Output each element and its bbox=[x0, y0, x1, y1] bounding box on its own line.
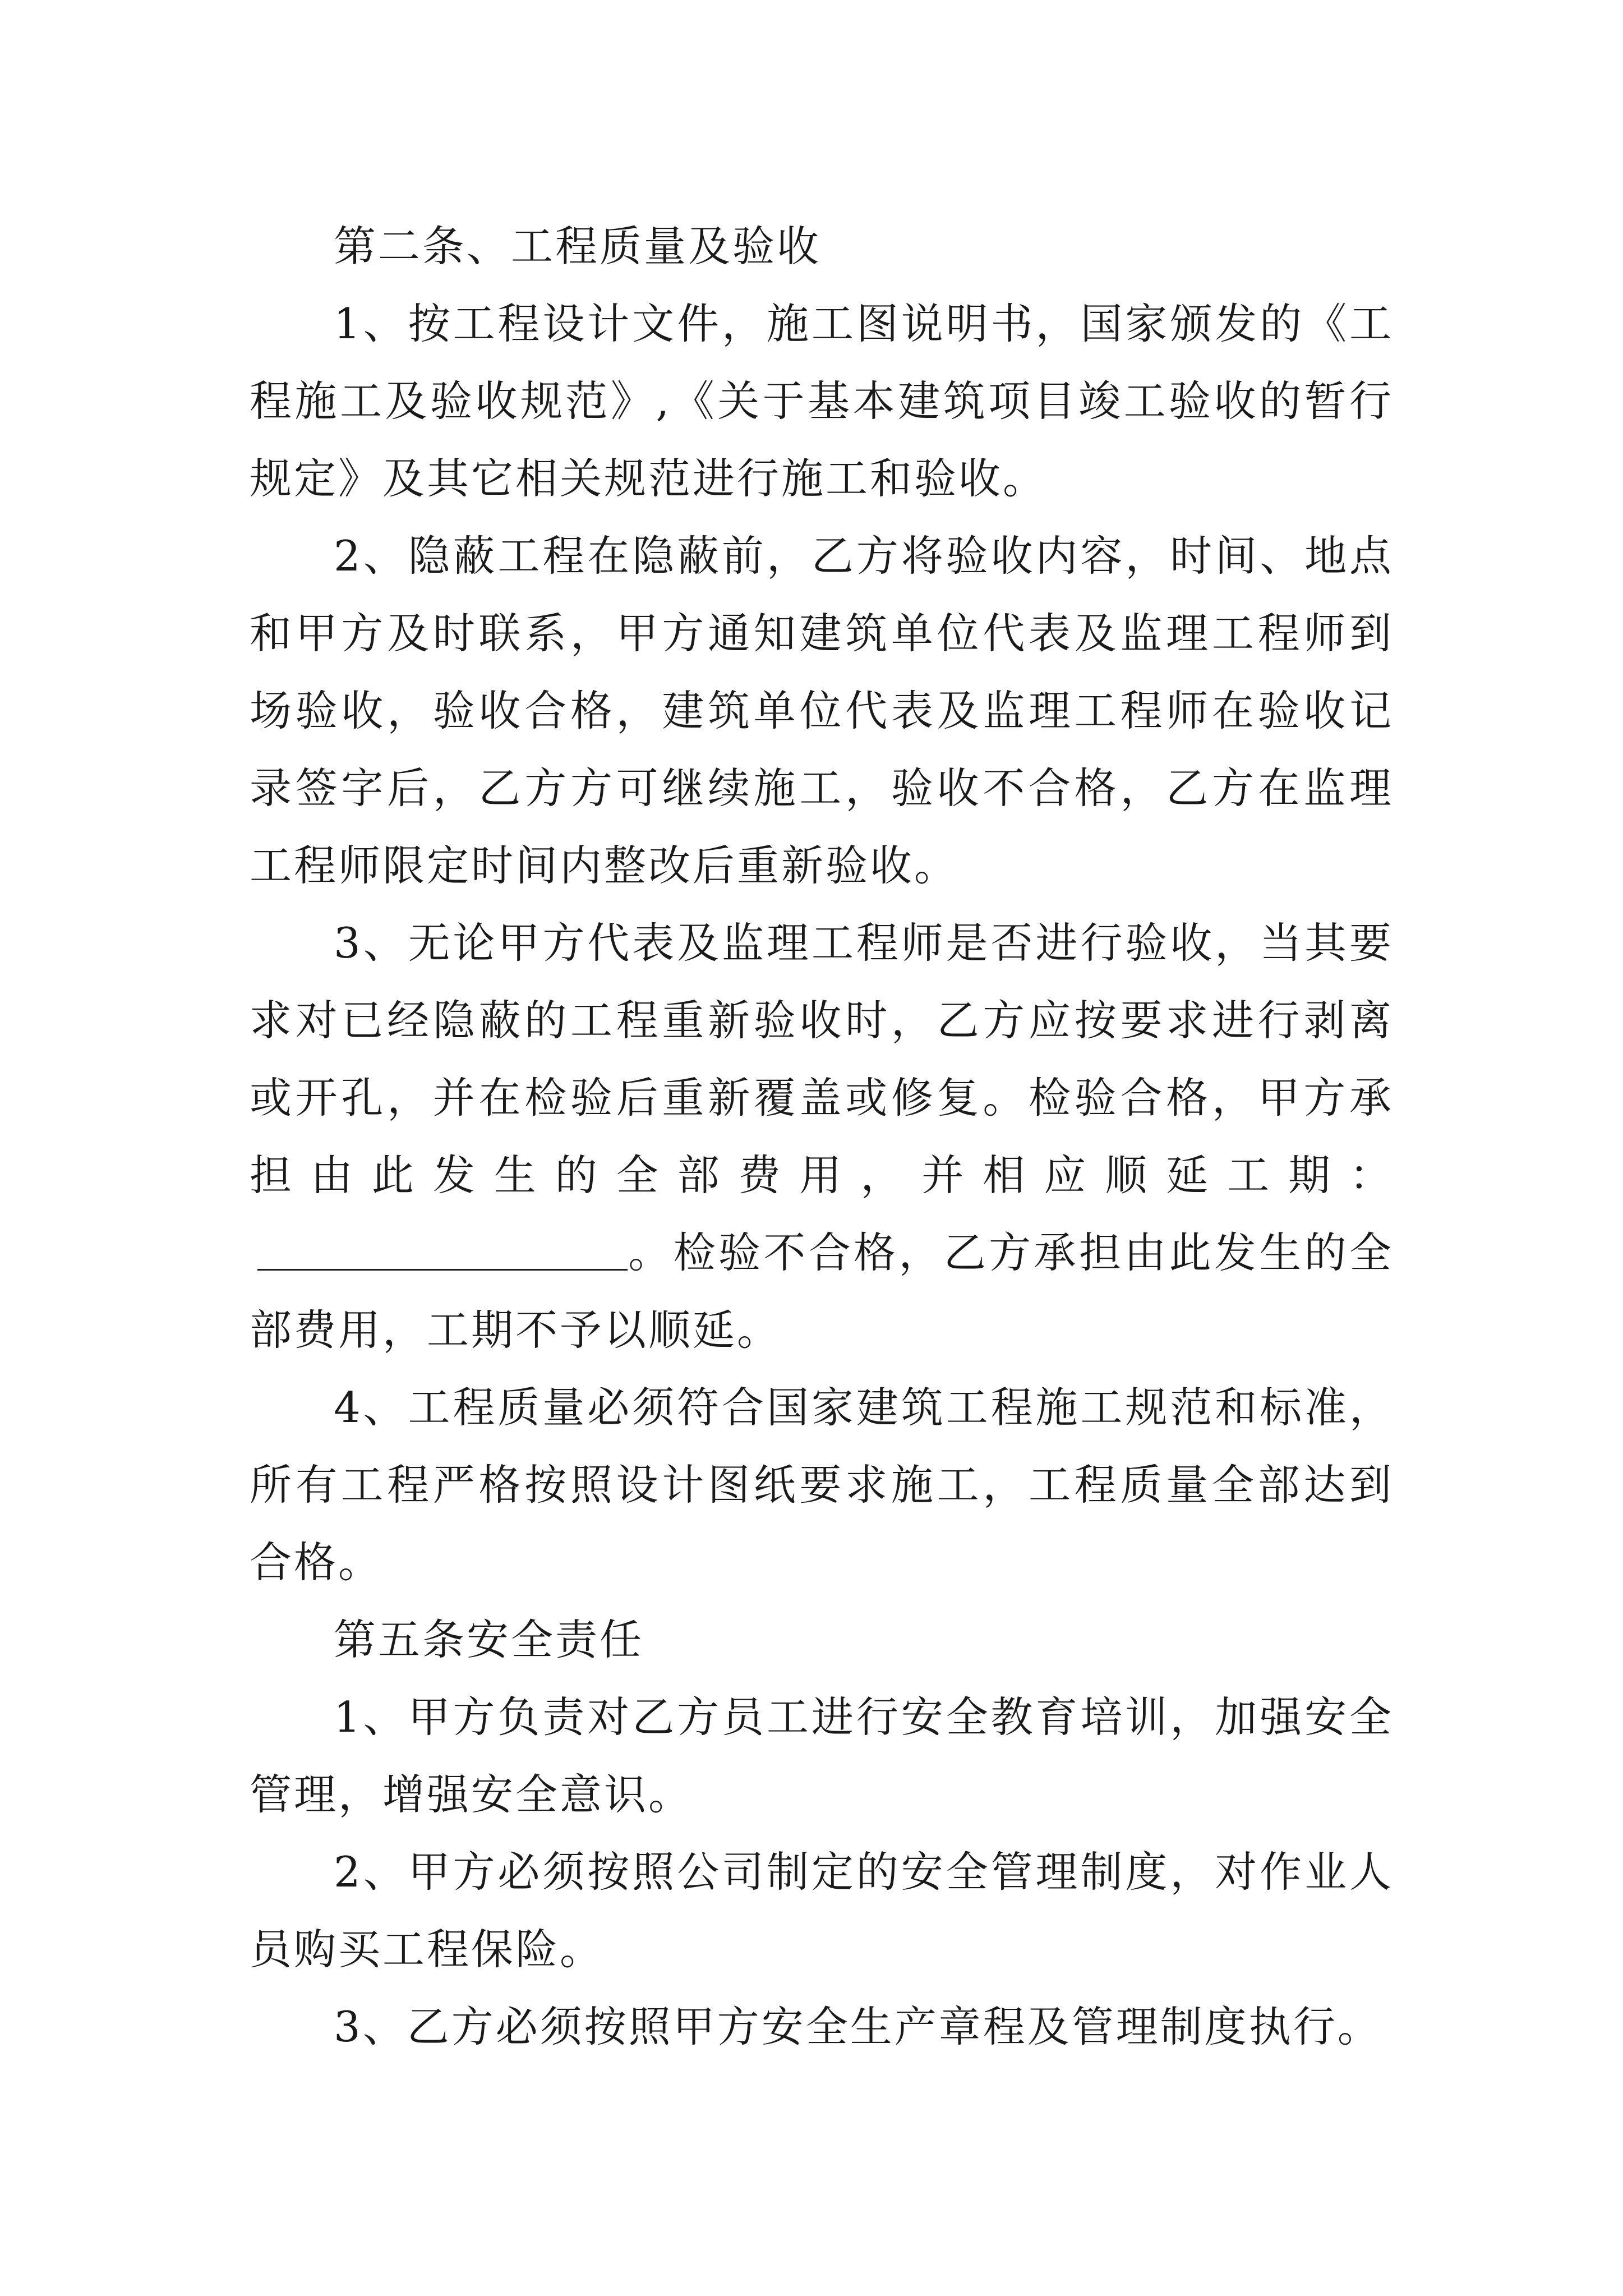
section-2-title: 第二条、工程质量及验收 bbox=[334, 222, 822, 271]
section-5-item-2: 2、甲方必须按照公司制定的安全管理制度，对作业人员购买工程保险。 bbox=[250, 1847, 1394, 1974]
section-5-item-1: 1、甲方负责对乙方员工进行安全教育培训，加强安全管理，增强安全意识。 bbox=[250, 1692, 1394, 1819]
section-2-item-3-text-b: 。检验不合格，乙方承担由此发生的全部费用，工期不予以顺延。 bbox=[250, 1228, 1394, 1355]
section-5-title: 第五条安全责任 bbox=[334, 1615, 644, 1664]
document-page bbox=[250, 208, 1394, 2065]
section-2-item-1: 1、按工程设计文件，施工图说明书，国家颁发的《工程施工及验收规范》,《关于基本建筑项目竣工验收的暂行规定》及其它相关规范进行施工和验收。 bbox=[250, 299, 1394, 503]
section-2-item-4: 4、工程质量必须符合国家建筑工程施工规范和标准，所有工程严格按照设计图纸要求施工，工程质量全部达到合格。 bbox=[250, 1383, 1394, 1587]
section-5-item-3: 3、乙方必须按照甲方安全生产章程及管理制度执行。 bbox=[334, 2002, 1382, 2051]
fill-in-blank-line bbox=[257, 1235, 628, 1271]
section-2-item-3 bbox=[250, 904, 1394, 1369]
section-2-item-3-text-a: 3、无论甲方代表及监理工程师是否进行验收，当其要求对已经隐蔽的工程重新验收时，乙方应按要求进行剥离或开孔，并在检验后重新覆盖或修复。检验合格，甲方承担由此发生的全部费用，并相应顺延工期： bbox=[250, 918, 1394, 1200]
section-2-item-2: 2、隐蔽工程在隐蔽前，乙方将验收内容，时间、地点和甲方及时联系，甲方通知建筑单位代表及监理工程师到场验收，验收合格，建筑单位代表及监理工程师在验收记录签字后，乙方方可继续施工，验收不合格，乙方在监理工程师限定时间内整改后重新验收。 bbox=[250, 531, 1394, 890]
